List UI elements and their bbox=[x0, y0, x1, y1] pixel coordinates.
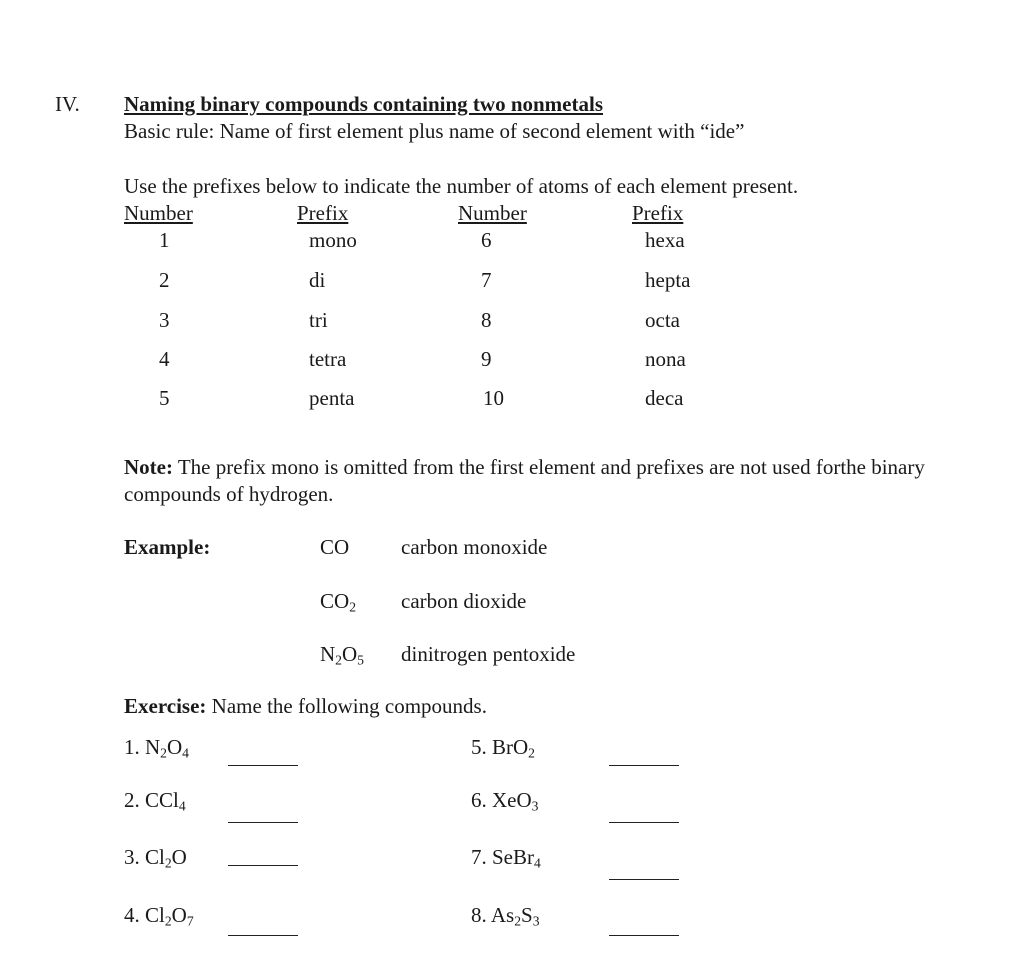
example-name: carbon dioxide bbox=[401, 589, 527, 613]
table-cell-prefix: tri bbox=[309, 308, 328, 332]
exercise-item: 7. SeBr$_4$ bbox=[471, 845, 541, 871]
table-cell-number: 2 bbox=[159, 268, 170, 292]
table-cell-number: 3 bbox=[159, 308, 170, 332]
answer-blank[interactable] bbox=[228, 765, 298, 766]
example-name: carbon monoxide bbox=[401, 535, 548, 559]
header-number-right: Number bbox=[458, 201, 527, 225]
exercise-item: 6. XeO$_3$ bbox=[471, 788, 539, 814]
table-cell-number: 6 bbox=[481, 228, 492, 252]
note-text: The prefix mono is omitted from the first element and prefixes are not used forthe binary bbox=[172, 455, 925, 479]
exercise-heading bbox=[124, 696, 487, 717]
table-cell-number: 8 bbox=[481, 308, 492, 332]
example-label: Example: bbox=[124, 535, 211, 559]
answer-blank[interactable] bbox=[609, 879, 679, 880]
note-label: Note: bbox=[124, 455, 173, 479]
table-cell-prefix: mono bbox=[309, 228, 357, 252]
table-cell-number: 1 bbox=[159, 228, 170, 252]
header-prefix-right: Prefix bbox=[632, 201, 684, 225]
exercise-item: 8. $As_2S_3$ bbox=[471, 903, 540, 929]
table-cell-number: 4 bbox=[159, 347, 170, 371]
table-cell-prefix: hexa bbox=[645, 228, 685, 252]
section-numeral: IV. bbox=[55, 92, 80, 116]
example-name: dinitrogen pentoxide bbox=[401, 642, 576, 666]
table-cell-prefix: tetra bbox=[309, 347, 347, 371]
answer-blank[interactable] bbox=[609, 765, 679, 766]
exercise-item: 1. $N_2O_4$ bbox=[124, 735, 189, 761]
note-line-1 bbox=[124, 457, 925, 478]
exercise-item: 3. $Cl_2O$ bbox=[124, 845, 187, 871]
example-formula: CO bbox=[320, 535, 350, 559]
exercise-label: Exercise: bbox=[124, 694, 207, 718]
header-number-left: Number bbox=[124, 201, 193, 225]
answer-blank[interactable] bbox=[609, 935, 679, 936]
exercise-item: 5. BrO$_2$ bbox=[471, 735, 535, 761]
table-cell-prefix: nona bbox=[645, 347, 686, 371]
table-cell-number: 10 bbox=[483, 386, 504, 410]
answer-blank[interactable] bbox=[228, 865, 298, 866]
exercise-item: 2. CCl$_4$ bbox=[124, 788, 186, 814]
table-cell-number: 7 bbox=[481, 268, 492, 292]
exercise-item: 4. $Cl_2O_7$ bbox=[124, 903, 194, 929]
section-title: Naming binary compounds containing two nonmetals bbox=[124, 92, 603, 116]
header-prefix-left: Prefix bbox=[297, 201, 349, 225]
table-cell-prefix: penta bbox=[309, 386, 355, 410]
example-formula: $N_2O_5$ bbox=[320, 642, 364, 668]
note-line-2: compounds of hydrogen. bbox=[124, 482, 334, 506]
table-cell-prefix: octa bbox=[645, 308, 680, 332]
exercise-instruction: Name the following compounds. bbox=[206, 694, 487, 718]
prefix-intro: Use the prefixes below to indicate the number of atoms of each element present. bbox=[124, 174, 799, 198]
answer-blank[interactable] bbox=[228, 822, 298, 823]
table-cell-prefix: hepta bbox=[645, 268, 691, 292]
answer-blank[interactable] bbox=[609, 822, 679, 823]
answer-blank[interactable] bbox=[228, 935, 298, 936]
example-formula: $CO_2$ bbox=[320, 589, 357, 615]
table-cell-prefix: di bbox=[309, 268, 326, 292]
table-cell-number: 9 bbox=[481, 347, 492, 371]
table-cell-prefix: deca bbox=[645, 386, 684, 410]
table-cell-number: 5 bbox=[159, 386, 170, 410]
basic-rule: Basic rule: Name of first element plus name of second element with “ide” bbox=[124, 119, 745, 143]
